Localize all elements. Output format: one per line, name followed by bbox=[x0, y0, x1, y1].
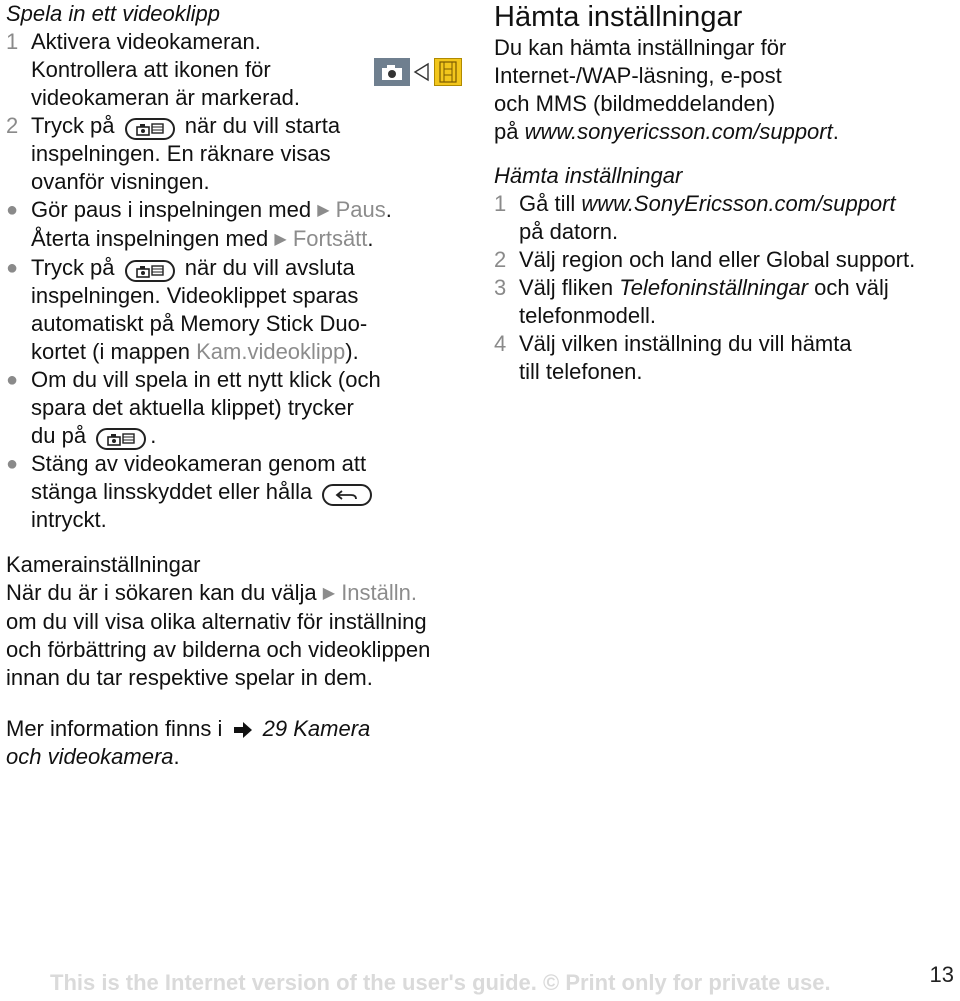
body-text: på bbox=[494, 119, 519, 144]
bullet-item bbox=[6, 366, 476, 450]
video-film-icon bbox=[434, 58, 462, 86]
step-text: och välj bbox=[814, 275, 889, 300]
bullet-item bbox=[6, 196, 476, 254]
bullet-item bbox=[6, 254, 476, 366]
bullet-text: intryckt. bbox=[31, 507, 107, 532]
bullet-text: Stäng av videokameran genom att bbox=[31, 451, 367, 476]
body-text: Du kan hämta inställningar för bbox=[494, 35, 787, 60]
bullet-text: stänga linsskyddet eller hålla bbox=[31, 479, 313, 504]
subheading: Hämta inställningar bbox=[494, 163, 683, 188]
punctuation: . bbox=[367, 226, 374, 251]
bullet-dot-icon: ● bbox=[6, 199, 19, 221]
step-number: 1 bbox=[494, 191, 507, 216]
footer-notice: This is the Internet version of the user's guide. © Print only for private use. bbox=[50, 970, 831, 995]
bullet-text: Återta inspelningen med bbox=[31, 226, 269, 251]
page-number: 13 bbox=[929, 962, 954, 987]
step-text: på datorn. bbox=[519, 219, 619, 244]
menu-link-paus: Paus bbox=[335, 197, 386, 222]
play-arrow-icon: ▶ bbox=[274, 231, 287, 248]
step-number: 3 bbox=[494, 275, 507, 300]
bullet-dot-icon: ● bbox=[6, 369, 19, 391]
bullet-text: du på bbox=[31, 423, 87, 448]
punctuation: . bbox=[832, 119, 839, 144]
step-text: Aktivera videokameran. bbox=[31, 29, 261, 54]
camera-video-key-icon bbox=[125, 118, 175, 140]
bullet-text: automatiskt på Memory Stick Duo- bbox=[31, 311, 368, 336]
bullet-text: spara det aktuella klippet) trycker bbox=[31, 395, 354, 420]
punctuation: . bbox=[385, 197, 392, 222]
body-text: När du är i sökaren kan du välja bbox=[6, 580, 317, 605]
camera-settings-section bbox=[6, 551, 476, 692]
body-text: och MMS (bildmeddelanden) bbox=[494, 91, 776, 116]
bullet-text: när du vill avsluta bbox=[184, 255, 355, 280]
step-text: Gå till bbox=[519, 191, 576, 216]
step-3 bbox=[494, 274, 956, 330]
step-text: Tryck på bbox=[31, 113, 115, 138]
step-text: Välj region och land eller Global support. bbox=[519, 247, 916, 272]
cross-reference[interactable]: 29 Kamera bbox=[262, 716, 371, 741]
step-text: Kontrollera att ikonen för bbox=[31, 57, 271, 82]
step-1 bbox=[494, 190, 956, 246]
bullet-item bbox=[6, 450, 476, 534]
bullet-dot-icon: ● bbox=[6, 453, 19, 475]
right-column bbox=[494, 0, 956, 386]
bullet-dot-icon: ● bbox=[6, 257, 19, 279]
step-text: Välj vilken inställning du vill hämta bbox=[519, 331, 852, 356]
bullet-text: inspelningen. Videoklippet sparas bbox=[31, 283, 359, 308]
body-text: om du vill visa olika alternativ för inställning bbox=[6, 609, 427, 634]
step-text: videokameran är markerad. bbox=[31, 85, 301, 110]
step-text: telefonmodell. bbox=[519, 303, 656, 328]
punctuation: . bbox=[150, 423, 157, 448]
step-number: 1 bbox=[6, 29, 19, 54]
bullet-text: Tryck på bbox=[31, 255, 115, 280]
play-arrow-icon: ▶ bbox=[322, 585, 336, 602]
reference-arrow-icon bbox=[233, 721, 253, 739]
tab-name-telefoninstallningar: Telefoninställningar bbox=[619, 275, 809, 300]
step-number: 2 bbox=[6, 113, 19, 138]
back-key-icon bbox=[322, 484, 372, 506]
bullet-text: Gör paus i inspelningen med bbox=[31, 197, 312, 222]
punctuation: . bbox=[173, 744, 180, 769]
step-4 bbox=[494, 330, 956, 386]
body-text: Internet-/WAP-läsning, e-post bbox=[494, 63, 782, 88]
play-arrow-icon: ▶ bbox=[317, 202, 330, 219]
step-text: inspelningen. En räknare visas bbox=[31, 141, 331, 166]
folder-link: Kam.videoklipp bbox=[196, 339, 346, 364]
section-heading: Spela in ett videoklipp bbox=[6, 1, 221, 26]
step-2 bbox=[494, 246, 956, 274]
cross-reference[interactable]: och videokamera bbox=[6, 744, 174, 769]
camera-icon bbox=[374, 58, 410, 86]
support-url-link[interactable]: www.sonyericsson.com/support bbox=[524, 119, 833, 144]
step-text: ovanför visningen. bbox=[31, 169, 210, 194]
step-text: till telefonen. bbox=[519, 359, 643, 384]
body-text: Mer information finns i bbox=[6, 716, 223, 741]
menu-link-installn: Inställn. bbox=[341, 580, 418, 605]
camera-mode-indicator bbox=[374, 58, 462, 86]
camera-video-key-icon bbox=[96, 428, 146, 450]
bullet-text: kortet (i mappen bbox=[31, 339, 190, 364]
support-url-link[interactable]: www.SonyEricsson.com/support bbox=[581, 191, 896, 216]
more-info bbox=[6, 715, 476, 771]
camera-video-key-icon bbox=[125, 260, 175, 282]
triangle-selector-icon bbox=[412, 62, 432, 82]
body-text: innan du tar respektive spelar in dem. bbox=[6, 665, 373, 690]
body-text: och förbättring av bilderna och videoklippen bbox=[6, 637, 431, 662]
bullet-text: Om du vill spela in ett nytt klick (och bbox=[31, 367, 381, 392]
step-text: Välj fliken bbox=[519, 275, 614, 300]
step-text: när du vill starta bbox=[184, 113, 341, 138]
step-2 bbox=[6, 112, 476, 196]
step-number: 4 bbox=[494, 331, 507, 356]
punctuation: ). bbox=[345, 339, 359, 364]
page-title: Hämta inställningar bbox=[494, 1, 743, 33]
step-number: 2 bbox=[494, 247, 507, 272]
menu-link-fortsatt: Fortsätt bbox=[292, 226, 368, 251]
section-heading: Kamerainställningar bbox=[6, 552, 201, 577]
